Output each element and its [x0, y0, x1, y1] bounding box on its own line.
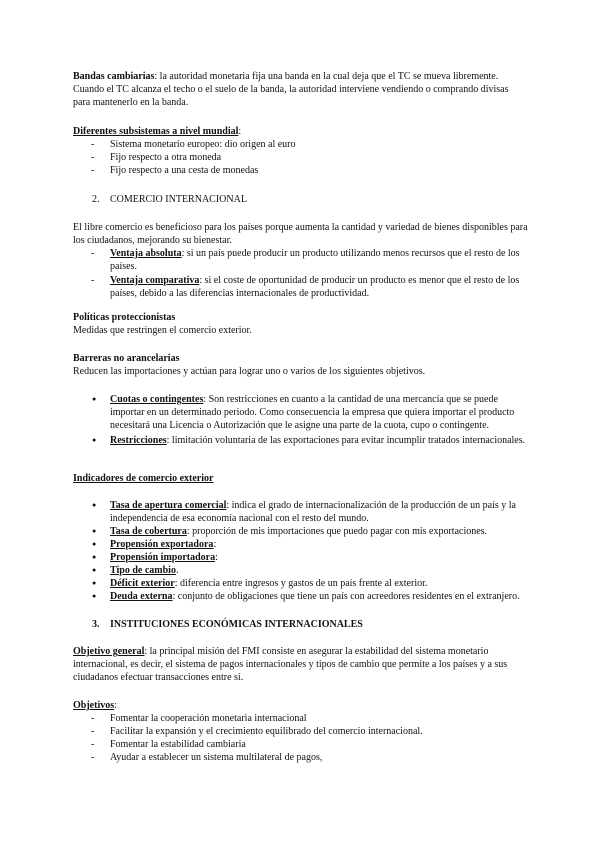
tipo-cambio-text: . — [175, 565, 179, 576]
bandas-term: Bandas cambiarias — [73, 71, 155, 82]
subsistemas-list — [73, 138, 528, 177]
cuotas-text: : Son restricciones en cuanto a la cantidad de una mercancía que se puede importar en un determinado periodo. Como consecuencia la empresa que quiera importar el producto necesitará una Licencia o Autorización que le asigne una parte de la cuota, cupo o contingente. — [110, 394, 515, 431]
deuda-externa-text: : conjunto de obligaciones que tiene un país con acreedores residentes en el extranjero. — [172, 591, 520, 602]
indicadores-title: Indicadores de comercio exterior — [73, 473, 214, 484]
subsistemas-section — [73, 125, 528, 176]
tasa-cobertura-text: : proporción de mis importaciones que puedo pagar con mis exportaciones. — [186, 526, 488, 537]
list-item — [73, 434, 528, 447]
cuotas-term: Cuotas o contingentes — [110, 394, 204, 405]
ventajas-list — [73, 247, 528, 300]
section-3-number: 3. — [92, 619, 100, 630]
objetivo-general-paragraph — [73, 645, 528, 684]
deficit-exterior-text: : diferencia entre ingresos y gastos de un país frente al exterior. — [174, 578, 428, 589]
restricciones-text: : limitación voluntaria de las exportaciones para evitar incumplir tratados internacionales. — [166, 435, 526, 446]
barreras-section — [73, 352, 528, 446]
objetivos-section — [73, 699, 528, 763]
list-item — [73, 499, 528, 525]
objetivo-general-term: Objetivo general — [73, 646, 145, 657]
propension-exportadora-term: Propensión exportadora — [110, 539, 214, 550]
deficit-exterior-term: Déficit exterior — [110, 578, 175, 589]
bandas-paragraph — [73, 70, 528, 109]
list-item — [73, 590, 528, 603]
objetivos-list — [73, 712, 528, 764]
list-item: - Fijo respecto a una cesta de monedas — [73, 164, 528, 177]
indicadores-list — [73, 499, 528, 603]
barreras-title: Barreras no arancelarias — [73, 353, 180, 364]
propension-importadora-text: : — [215, 552, 218, 563]
propension-exportadora-text: : — [213, 539, 217, 550]
list-item — [73, 538, 528, 551]
ventaja-absoluta-term: Ventaja absoluta — [110, 248, 182, 259]
bandas-text: : la autoridad monetaria fija una banda en la cual deja que el TC se mueva libremente. Cuando el TC alcanza el techo o el suelo de la banda, la autoridad interviene vendiendo o comprando divisas para mantenerlo en la banda. — [73, 71, 509, 108]
ventaja-comparativa-text: : si el coste de oportunidad de producir un producto es menor que el resto de los países, debido a las diferencias internacionales de productividad. — [110, 275, 520, 299]
list-item: - Ayudar a establecer un sistema multilateral de pagos, — [73, 751, 528, 764]
list-item — [73, 551, 528, 564]
list-item — [73, 247, 528, 273]
list-item: - Fomentar la estabilidad cambiaria — [73, 738, 528, 751]
tasa-cobertura-term: Tasa de cobertura — [110, 526, 187, 537]
list-item: - Fijo respecto a otra moneda — [73, 151, 528, 164]
list-item: - Facilitar la expansión y el crecimiento equilibrado del comercio internacional. — [73, 725, 528, 738]
barreras-list — [73, 393, 528, 447]
section-3-title: INSTITUCIONES ECONÓMICAS INTERNACIONALES — [110, 619, 363, 630]
objetivo-general-text: : la principal misión del FMI consiste en asegurar la estabilidad del sistema monetario internacional, es decir, el sistema de pagos internacionales y tipos de cambio que permite a los países y a sus ciudadanos efectuar transacciones entre sí. — [73, 646, 508, 683]
comercio-section — [73, 221, 528, 299]
objetivos-title: Objetivos — [73, 700, 115, 711]
tasa-apertura-text: : indica el grado de internacionalización de la producción de un país y la independencia de esa economía nacional con el resto del mundo. — [110, 500, 516, 524]
barreras-text: Reducen las importaciones y actúan para lograr uno o varios de los siguientes objetivos. — [73, 366, 426, 377]
list-item: - Fomentar la cooperación monetaria internacional — [73, 712, 528, 725]
comercio-intro: El libre comercio es beneficioso para los países porque aumenta la cantidad y variedad de bienes disponibles para los ciudadanos, mejorando su bienestar. — [73, 222, 528, 246]
indicadores-section — [73, 472, 528, 602]
politicas-text: Medidas que restringen el comercio exterior. — [73, 325, 252, 336]
deuda-externa-term: Deuda externa — [110, 591, 173, 602]
subsistemas-colon: : — [238, 126, 242, 137]
list-item — [73, 393, 528, 432]
section-2-title: COMERCIO INTERNACIONAL — [110, 194, 247, 205]
restricciones-term: Restricciones — [110, 435, 167, 446]
section-2-number: 2. — [92, 194, 100, 205]
politicas-section — [73, 311, 528, 337]
list-item: - Sistema monetario europeo: dio origen al euro — [73, 138, 528, 151]
subsistemas-title: Diferentes subsistemas a nivel mundial — [73, 126, 239, 137]
politicas-title: Políticas proteccionistas — [73, 312, 176, 323]
tasa-apertura-term: Tasa de apertura comercial — [110, 500, 227, 511]
ventaja-absoluta-text: : si un país puede producir un producto utilizando menos recursos que el resto de los países. — [110, 248, 520, 272]
tipo-cambio-term: Tipo de cambio — [110, 565, 176, 576]
objetivos-colon: : — [114, 700, 117, 711]
list-item — [73, 525, 528, 538]
ventaja-comparativa-term: Ventaja comparativa — [110, 275, 200, 286]
propension-importadora-term: Propensión importadora — [110, 552, 216, 563]
list-item — [73, 577, 528, 590]
list-item — [73, 564, 528, 577]
list-item — [73, 274, 528, 300]
